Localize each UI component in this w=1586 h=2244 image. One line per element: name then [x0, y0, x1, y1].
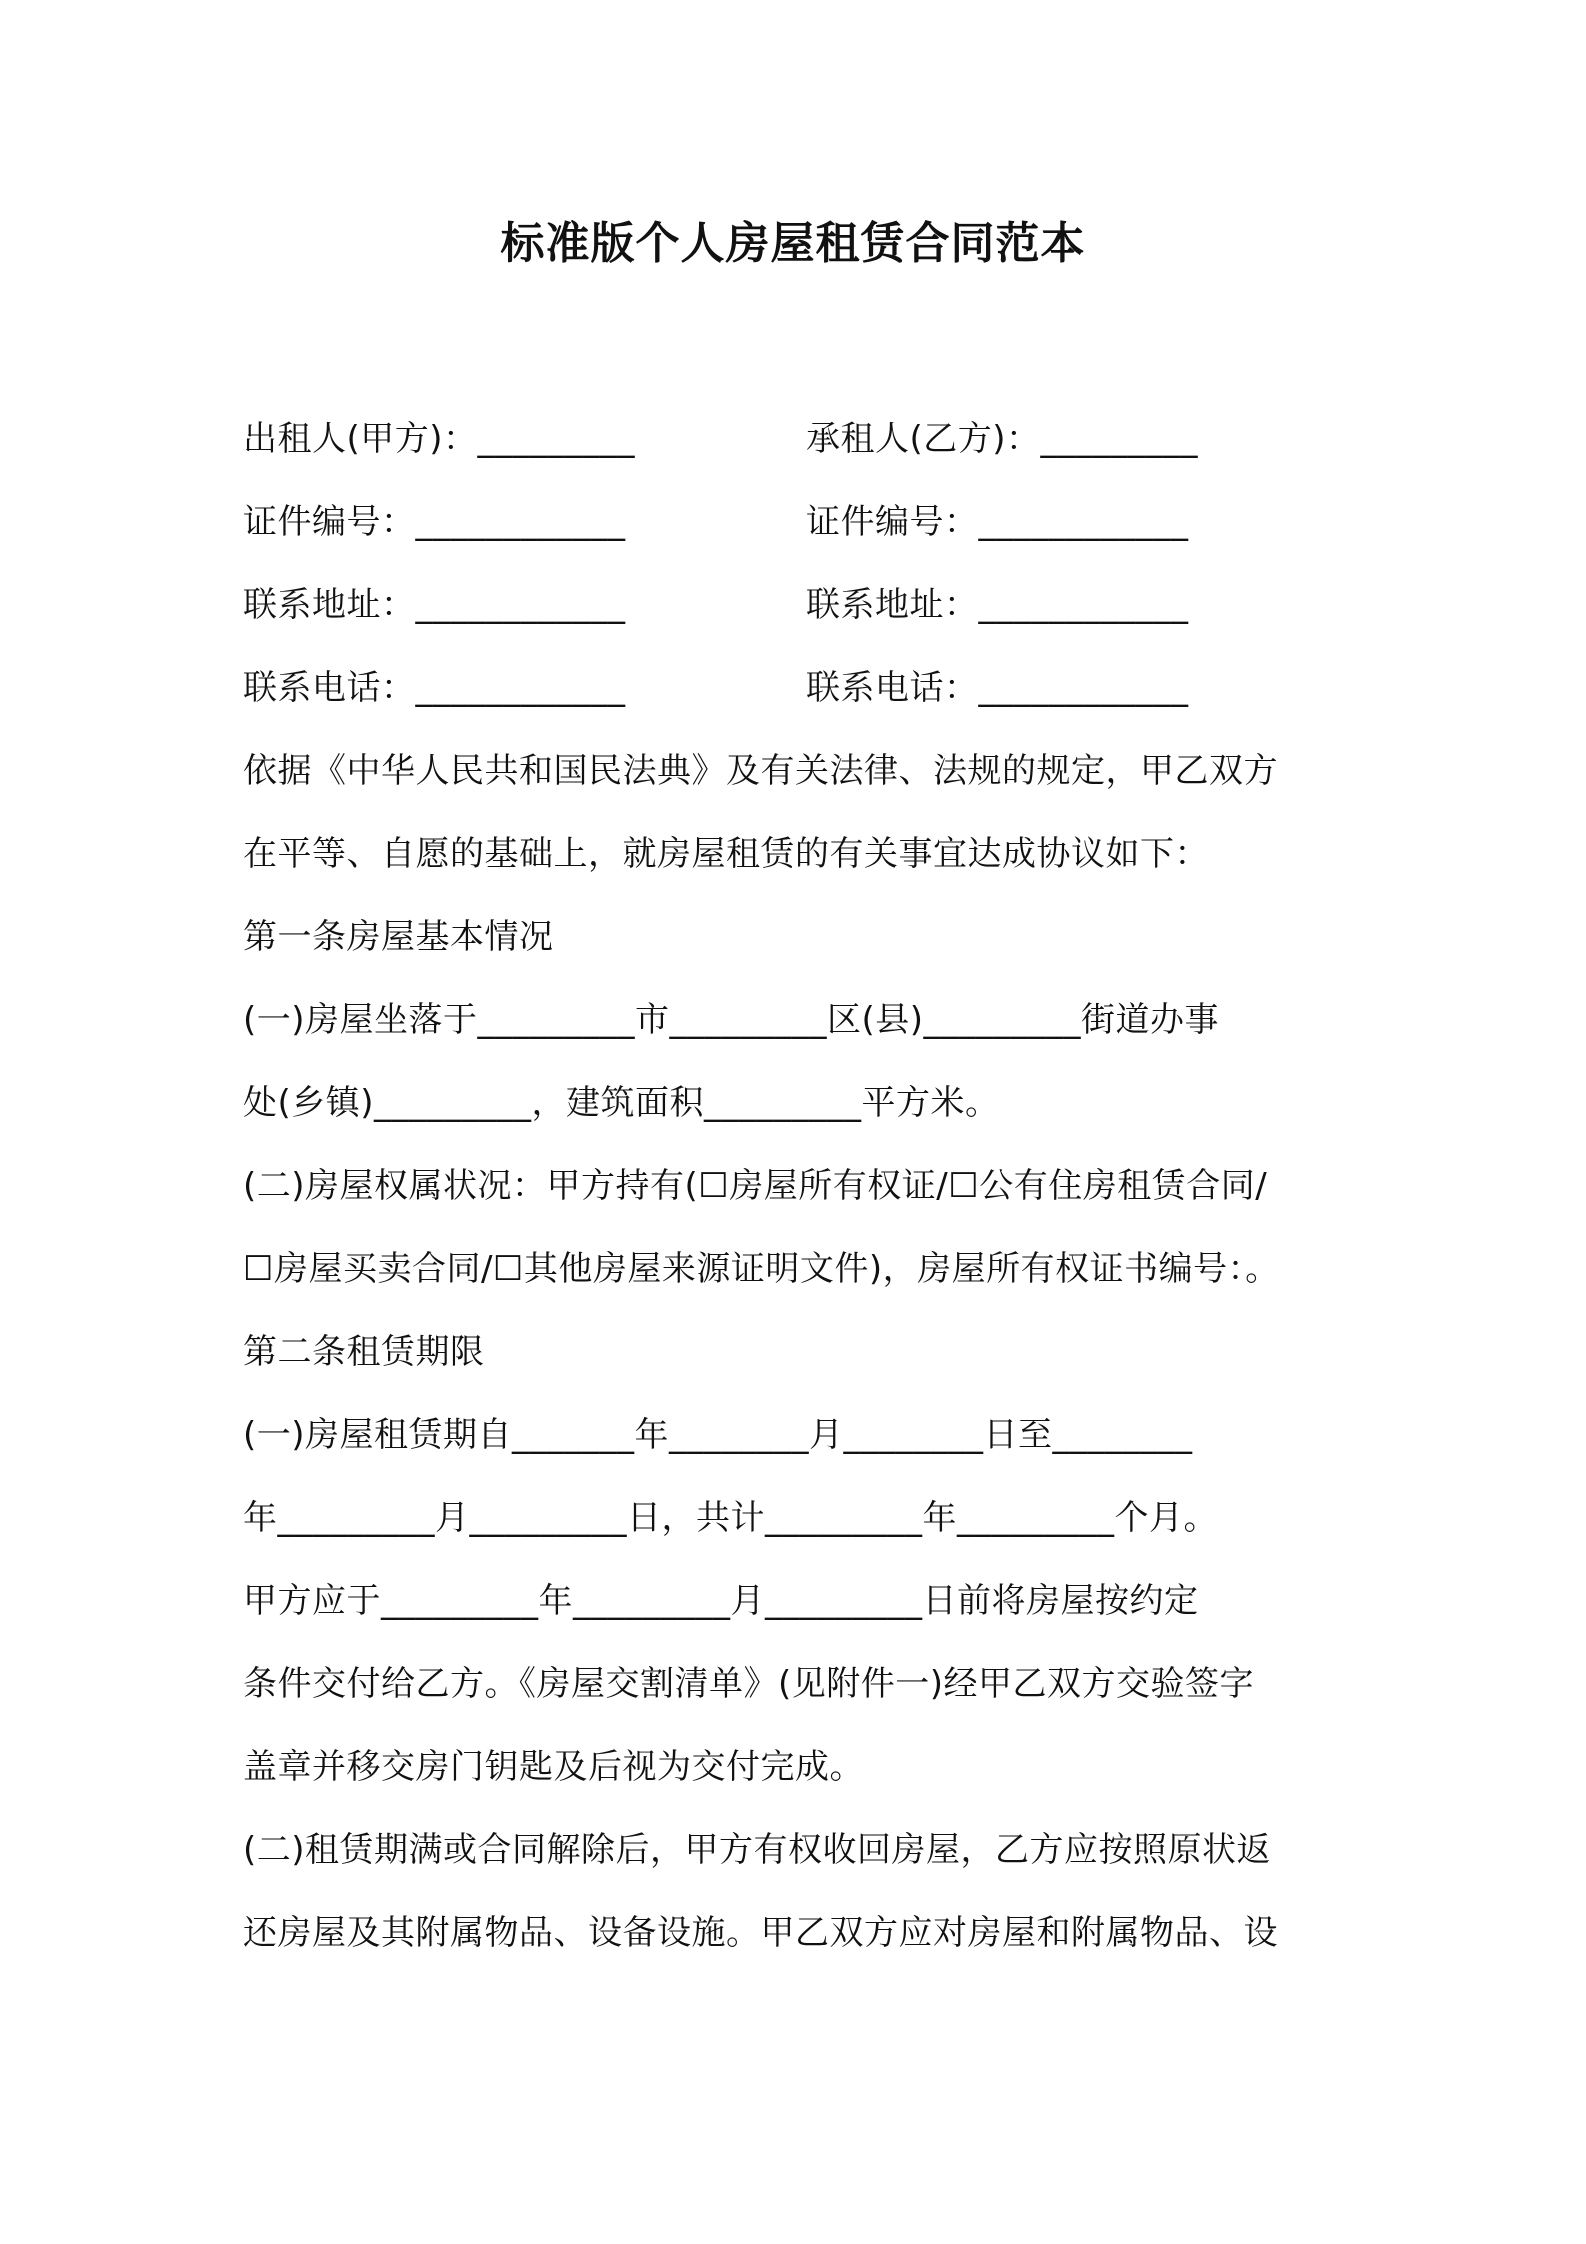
body-line: ☐房屋买卖合同/☐其他房屋来源证明文件)，房屋所有权证书编号：。: [243, 1249, 1280, 1289]
body-line: 依据《中华人民共和国民法典》及有关法律、法规的规定，甲乙双方: [243, 751, 1278, 791]
body-line: (二)房屋权属状况：甲方持有(☐房屋所有权证/☐公有住房租赁合同/: [243, 1166, 1268, 1206]
body-line: (一)房屋租赁期自_______年________月________日至________: [243, 1415, 1193, 1455]
body-line: (一)房屋坐落于_________市_________区(县)_________街道办事: [243, 1000, 1220, 1040]
document-title: 标准版个人房屋租赁合同范本: [500, 218, 1086, 269]
body-line: 在平等、自愿的基础上，就房屋租赁的有关事宜达成协议如下：: [243, 834, 1209, 874]
body-line: 还房屋及其附属物品、设备设施。甲乙双方应对房屋和附属物品、设: [243, 1913, 1278, 1953]
lessor-id-field: 证件编号：____________: [243, 502, 626, 542]
lessor-name-field: 出租人(甲方)：_________: [243, 419, 636, 459]
body-line: 条件交付给乙方。《房屋交割清单》(见附件一)经甲乙双方交验签字: [243, 1664, 1255, 1704]
lessee-address-field: 联系地址：____________: [806, 585, 1189, 625]
lessee-phone-field: 联系电话：____________: [806, 668, 1189, 708]
lessor-phone-field: 联系电话：____________: [243, 668, 626, 708]
section-heading: 第二条租赁期限: [243, 1332, 485, 1372]
body-line: 甲方应于_________年_________月_________日前将房屋按约定: [243, 1581, 1199, 1621]
body-line: (二)租赁期满或合同解除后，甲方有权收回房屋，乙方应按照原状返: [243, 1830, 1272, 1870]
lessor-address-field: 联系地址：____________: [243, 585, 626, 625]
body-line: 盖章并移交房门钥匙及后视为交付完成。: [243, 1747, 864, 1787]
lessee-id-field: 证件编号：____________: [806, 502, 1189, 542]
section-heading: 第一条房屋基本情况: [243, 917, 554, 957]
body-line: 年_________月_________日，共计_________年_________个月。: [243, 1498, 1218, 1538]
body-line: 处(乡镇)_________，建筑面积_________平方米。: [243, 1083, 1000, 1123]
lessee-name-field: 承租人(乙方)：_________: [806, 419, 1199, 459]
